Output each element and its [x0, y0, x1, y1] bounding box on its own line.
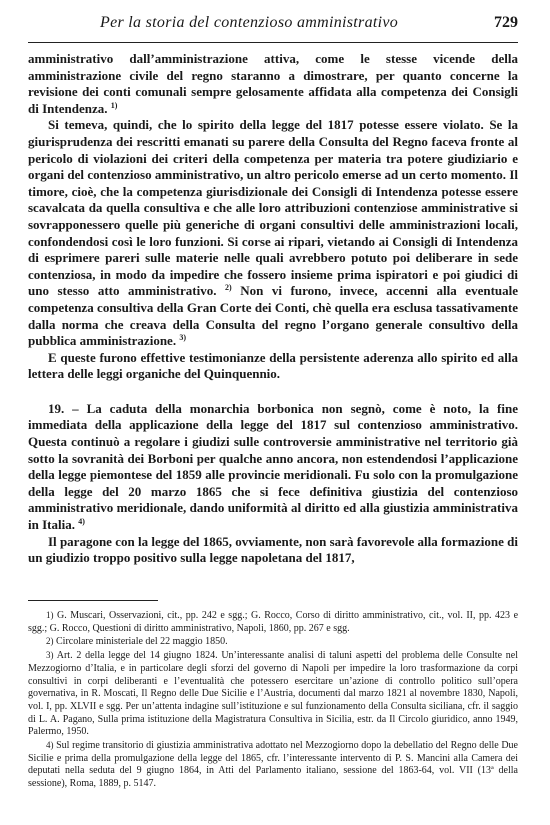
footnote: 4) Sul regime transitorio di giustizia amministrativa adottato nel Mezzogiorno dopo la debellatio del Regno delle Due Sicilie e prima della promulgazione della legge del 1865, cfr. l’interessante intervento di P. S. Mancini alla Camera dei deputati nella seduta del 9 giugno 1864, in Atti del Parlamento italiano, sessione del 1863-64, vol. VII (13ª della sessione), Roma, 1889, p. 5147. [28, 740, 518, 790]
body-text [28, 51, 518, 567]
footnote: 1) G. Muscari, Osservazioni, cit., pp. 242 e sgg.; G. Rocco, Corso di diritto amministrativo, cit., vol. II, pp. 423 e sgg.; G. Rocco, Questioni di diritto amministrativo, Napoli, 1860, pp. 267 e sgg. [28, 610, 519, 634]
footnote: 2) Circolare ministeriale del 22 maggio 1850. [46, 636, 228, 648]
paragraph: Si temeva, quindi, che lo spirito della legge del 1817 potesse essere violato. Se la giurisprudenza dei rescritti emanati su parere della Consulta del Regno faceva fronte al pericolo di violazioni dei criteri della competenza per materia tra potere giudiziario e organi del contenzioso amministrativo, un altro pericolo emerse ad un certo momento. Il timore, cioè, che la competenza giurisdizionale dei Consigli di Intendenza potesse essere scavalcata da quella consultiva e che alle loro attribuzioni contenziose amministrative si sovrapponessero quelle più generiche di organi consultivi delle amministrazioni locali, confondendosi così le loro funzioni. Si corse ai ripari, vietando ai Consigli di Intendenza di esprimere pareri sulle materie nelle quali avrebbero potuto poi deliberare in sede contenziosa, in modo da impedire che fossero insieme prima ispiratori e poi giudici di uno stesso atto amministrativo. $^{2)}$ Non vi furono, invece, accenni alla eventuale competenza consultiva della Gran Corte dei Conti, chè quella era esclusa tassativamente dalla norma che creava della Consulta del regno l’organo generale consultivo della pubblica amministrazione. $^{3)}$ [28, 117, 519, 349]
footnote: 3) Art. 2 della legge del 14 giugno 1824. Un’interessante analisi di taluni aspetti del problema delle Consulte nel Mezzogiorno d’Italia, e in particolare degli sforzi del governo di Napoli per impedire la loro trasformazione da corpi consultivi in corpi deliberanti e l’eventualità che potessero esercitare un’azione di controllo politico sull’opera governativa, in R. Moscati, Il Regno delle Due Sicilie e l’Austria, documenti dal marzo 1821 al novembre 1830, Napoli, vol. I, pp. XLVII e sgg. Per un’attenta indagine sull’istituzione e sul funzionamento della Consulta siciliana, cfr. il saggio di L. A. Pagano, Sulla prima istituzione della Magistratura Consultiva in Sicilia, estr. da Il Circolo giuridico, anno 1949, Palermo, 1950. [28, 650, 518, 738]
footnote-ref[interactable]: 1) [110, 100, 118, 110]
section-paragraph: 19. – La caduta della monarchia borbonica non segnò, come è noto, la fine immediata della applicazione della legge del 1817 sul contenzioso amministrativo. Questa continuò a regolare i giudizi sulle controversie amministrative nel territorio già sotto la sovranità dei Borboni per qualche anno ancora, non estendendosi l’applicazione della legge piemontese del 1859 alle provincie meridionali. Fu solo con la promulgazione della legge del 20 marzo 1865 che si fece definitiva giustizia del contenzioso amministrativo meridionale, dando uniformità al diritto ed alla giustizia amministrativa in Italia. $^{4)}$ [28, 400, 518, 533]
page-number: 729 [494, 14, 518, 31]
paragraph: Il paragone con la legge del 1865, ovviamente, non sarà favorevole alla formazione di un giudizio troppo positivo sulla legge napoletana del 1817, [28, 533, 518, 566]
footnotes [28, 600, 518, 791]
running-header [28, 12, 518, 43]
footnote-rule [28, 600, 158, 601]
paragraph: E queste furono effettive testimonianze della persistente aderenza allo spirito ed alla lettera delle leggi organiche del Quinquennio. [28, 349, 518, 382]
footnote-ref[interactable]: 2) [225, 283, 232, 293]
running-title: Per la storia del contenzioso amministrativo [100, 14, 399, 31]
footnote-ref[interactable]: 4) [78, 517, 85, 527]
footnote-ref[interactable]: 3) [179, 333, 186, 343]
paragraph: amministrativo dall’amministrazione attiva, come le stesse vicende della amministrazione civile del regno staranno a dimostrare, per quanto concerne la revisione dei conti comunali sempre gelosamente affidata alla competenza dei Consigli di Intendenza. $^{1)}$ [28, 51, 518, 116]
